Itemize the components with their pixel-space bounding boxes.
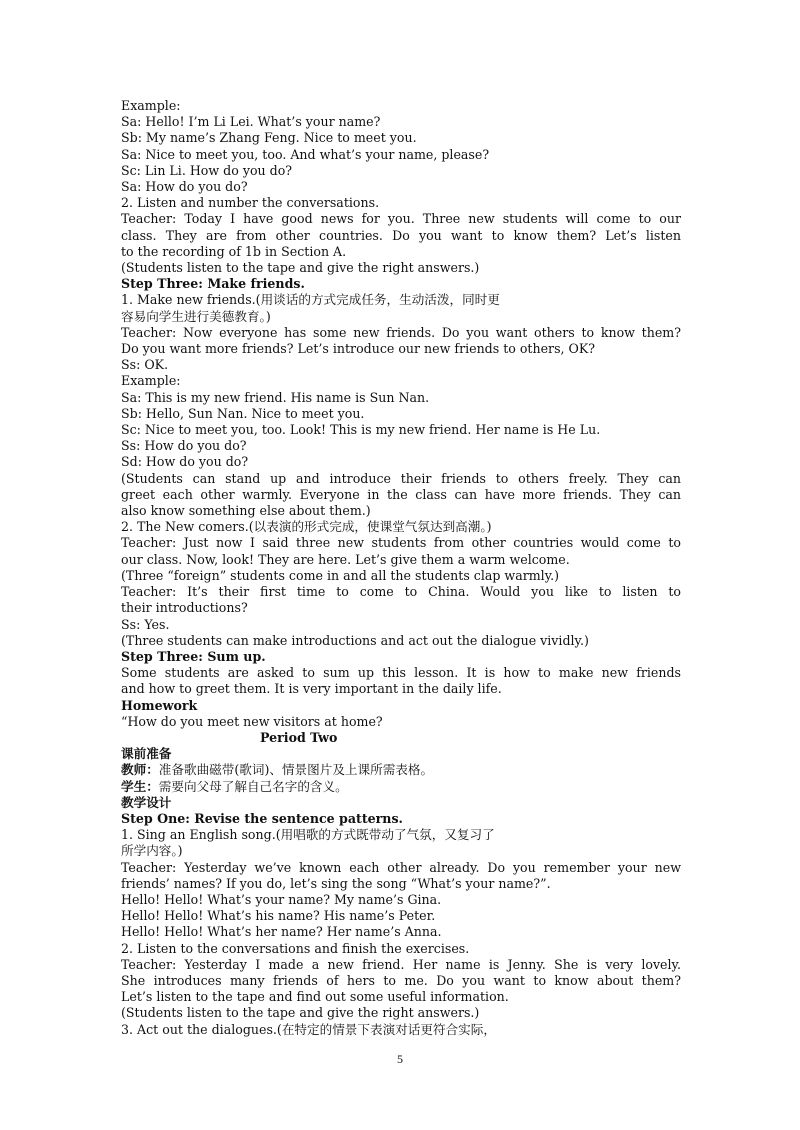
line-text: Teacher: Just now I said three new students from other countries would come to — [121, 535, 681, 551]
page-number: 5 — [397, 1052, 403, 1066]
line-text: also know something else about them.) — [121, 503, 371, 519]
text-line — [121, 600, 681, 616]
line-text: She introduces many friends of hers to me. Do you want to know about them? — [121, 972, 681, 988]
line-text: Example: — [121, 98, 181, 113]
text-line — [121, 973, 681, 989]
line-text: Sd: How do you do? — [121, 454, 249, 470]
text-line — [121, 714, 681, 730]
heading-line — [121, 649, 681, 665]
line-text: (Three “foreign” students come in and all the students clap warmly.) — [121, 567, 560, 583]
heading-line — [121, 276, 681, 292]
text-line — [121, 568, 681, 584]
text-line — [121, 876, 681, 892]
line-text: Sa: Hello! I’m Li Lei. What’s your name? — [121, 114, 381, 130]
line-text: 容易向学生进行美德教育。) — [121, 308, 271, 324]
text-line — [121, 98, 681, 114]
line-text: (Students can stand up and introduce their friends to others freely. They can — [121, 470, 681, 486]
line-text: Hello! Hello! What’s his name? His name’s Peter. — [121, 908, 436, 924]
heading-line — [121, 795, 681, 811]
text-line — [121, 406, 681, 422]
text-line — [121, 341, 681, 357]
line-text: Homework — [121, 697, 198, 713]
text-line — [121, 438, 681, 454]
text-line — [121, 908, 681, 924]
line-text: Some students are asked to sum up this lesson. It is how to make new friends — [121, 665, 681, 681]
line-text: 1. Make new friends.(用谈话的方式完成任务，生动活泼，同时更 — [121, 292, 500, 308]
line-text: (Students listen to the tape and give the right answers.) — [121, 1005, 480, 1021]
line-text: Sb: My name’s Zhang Feng. Nice to meet you. — [121, 130, 417, 146]
text-line — [121, 309, 681, 325]
line-text: 2. The New comers.(以表演的形式完成，使课堂气氛达到高潮。) — [121, 519, 492, 535]
text-line — [121, 179, 681, 195]
line-text: Sa: How do you do? — [121, 179, 248, 195]
line-text: Sb: Hello, Sun Nan. Nice to meet you. — [121, 405, 365, 421]
text-line — [121, 860, 681, 876]
text-line — [121, 373, 681, 389]
line-text: Ss: OK. — [121, 357, 169, 373]
line-text: Teacher: Today I have good news for you. Three new students will come to our — [121, 211, 681, 227]
heading-line — [121, 698, 681, 714]
text-line — [121, 357, 681, 373]
line-label: 学生： — [121, 778, 159, 794]
line-text: “How do you meet new visitors at home? — [121, 713, 383, 729]
text-line — [121, 1022, 681, 1038]
document-body — [121, 98, 681, 1038]
line-text: Hello! Hello! What’s your name? My name’s Gina. — [121, 891, 442, 907]
line-text: and how to greet them. It is very important in the daily life. — [121, 681, 502, 697]
line-text: Step Three: Make friends. — [121, 276, 305, 292]
line-text: Step One: Revise the sentence patterns. — [121, 810, 403, 826]
text-line — [121, 325, 681, 341]
text-line — [121, 292, 681, 308]
line-text: (Three students can make introductions and act out the dialogue vividly.) — [121, 632, 589, 648]
line-text: Sa: Nice to meet you, too. And what’s your name, please? — [121, 146, 490, 162]
text-line — [121, 827, 681, 843]
line-text: Teacher: Yesterday I made a new friend. Her name is Jenny. She is very lovely. — [121, 956, 681, 972]
line-text: Sa: This is my new friend. His name is Sun Nan. — [121, 389, 430, 405]
text-line — [121, 503, 681, 519]
line-text: 2. Listen to the conversations and finish the exercises. — [121, 940, 470, 956]
text-line — [121, 422, 681, 438]
line-text: to the recording of 1b in Section A. — [121, 243, 347, 259]
text-line — [121, 681, 681, 697]
line-text: Period Two — [260, 729, 338, 745]
text-line — [121, 843, 681, 859]
text-line — [121, 244, 681, 260]
text-line — [121, 1005, 681, 1021]
line-text: Ss: Yes. — [121, 616, 170, 632]
line-text: our class. Now, look! They are here. Let’s give them a warm welcome. — [121, 551, 570, 567]
line-text: Teacher: Yesterday we’ve known each other already. Do you remember your new — [121, 859, 681, 875]
text-line — [121, 633, 681, 649]
text-line — [121, 390, 681, 406]
line-text: 准备歌曲磁带(歌词)、情景图片及上课所需表格。 — [158, 762, 434, 778]
text-line — [121, 892, 681, 908]
line-text: 3. Act out the dialogues.(在特定的情景下表演对话更符合实际， — [121, 1021, 496, 1037]
line-text: Hello! Hello! What’s her name? Her name’s Anna. — [121, 924, 442, 940]
line-text: class. They are from other countries. Do you want to know them? Let’s listen — [121, 227, 681, 243]
text-line — [121, 552, 681, 568]
text-line — [121, 762, 681, 778]
line-text: Teacher: It’s their first time to come to China. Would you like to listen to — [121, 584, 681, 600]
line-text: 课前准备 — [121, 746, 172, 762]
text-line — [121, 454, 681, 470]
text-line — [121, 535, 681, 551]
text-line — [121, 471, 681, 487]
line-text: 1. Sing an English song.(用唱歌的方式既带动了气氛，又复习了 — [121, 827, 495, 843]
text-line — [121, 195, 681, 211]
text-line — [121, 957, 681, 973]
heading-line — [121, 730, 681, 746]
line-text: Let’s listen to the tape and find out some useful information. — [121, 989, 509, 1005]
line-text: Teacher: Now everyone has some new friends. Do you want others to know them? — [121, 324, 681, 340]
line-text: Ss: How do you do? — [121, 438, 247, 454]
line-text: friends’ names? If you do, let’s sing the song “What’s your name?”. — [121, 875, 551, 891]
line-text: 需要向父母了解自己名字的含义。 — [158, 778, 348, 794]
line-text: their introductions? — [121, 600, 248, 616]
text-line — [121, 228, 681, 244]
text-line — [121, 163, 681, 179]
line-text: Do you want more friends? Let’s introduce our new friends to others, OK? — [121, 341, 596, 357]
heading-line — [121, 746, 681, 762]
text-line — [121, 211, 681, 227]
line-text: Example: — [121, 373, 181, 389]
text-line — [121, 114, 681, 130]
text-line — [121, 147, 681, 163]
text-line — [121, 487, 681, 503]
line-text: Step Three: Sum up. — [121, 648, 266, 664]
line-text: greet each other warmly. Everyone in the class can have more friends. They can — [121, 486, 681, 502]
text-line — [121, 260, 681, 276]
line-text: Sc: Lin Li. How do you do? — [121, 162, 293, 178]
heading-line — [121, 811, 681, 827]
text-line — [121, 519, 681, 535]
text-line — [121, 924, 681, 940]
line-text: 2. Listen and number the conversations. — [121, 195, 380, 211]
text-line — [121, 130, 681, 146]
text-line — [121, 584, 681, 600]
text-line — [121, 941, 681, 957]
line-text: Sc: Nice to meet you, too. Look! This is my new friend. Her name is He Lu. — [121, 422, 601, 438]
line-text: 所学内容。) — [121, 843, 183, 859]
line-text: 教学设计 — [121, 794, 172, 810]
text-line — [121, 617, 681, 633]
line-text: (Students listen to the tape and give the right answers.) — [121, 260, 480, 276]
text-line — [121, 989, 681, 1005]
line-label: 教师： — [121, 762, 159, 778]
text-line — [121, 665, 681, 681]
text-line — [121, 779, 681, 795]
